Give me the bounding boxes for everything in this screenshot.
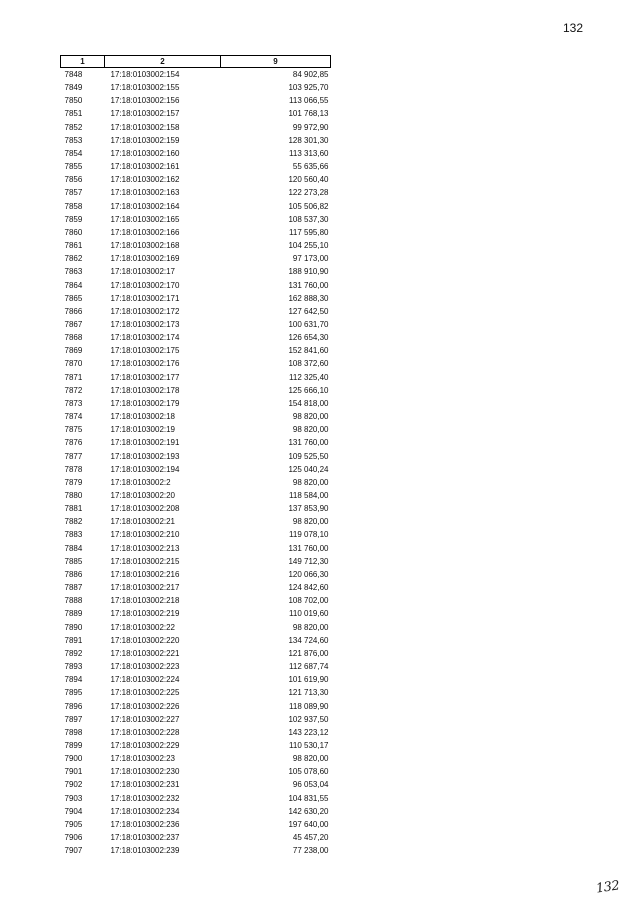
row-number: 7863: [64, 267, 83, 277]
row-number: 7875: [64, 425, 83, 435]
table-row: [61, 357, 331, 370]
cadastral-number: 17:18:0103002:174: [110, 333, 180, 343]
row-number: 7865: [64, 293, 83, 303]
table-row: [61, 634, 331, 647]
cadastral-number: 17:18:0103002:226: [110, 701, 180, 711]
row-number: 7872: [64, 385, 83, 395]
cadastral-number: 17:18:0103002:225: [110, 688, 180, 698]
cadastral-number: 17:18:0103002:164: [110, 201, 180, 211]
cadastral-number: 17:18:0103002:208: [110, 504, 180, 514]
table-row: [61, 344, 331, 357]
row-number: 7868: [64, 333, 83, 343]
table-row: [61, 778, 331, 791]
cadastral-value: 98 820,00: [292, 477, 329, 487]
cadastral-value: 142 630,20: [288, 806, 329, 816]
cadastral-value: 118 584,00: [289, 491, 329, 500]
row-number: 7892: [64, 648, 83, 658]
page-number: 132: [563, 21, 584, 35]
cadastral-value: 45 457,20: [292, 833, 329, 843]
table-row: [61, 502, 331, 515]
cadastral-value: 118 089,90: [289, 701, 329, 711]
table-row: [61, 68, 331, 82]
cadastral-value: 137 853,90: [288, 504, 329, 514]
row-number: 7907: [64, 846, 83, 856]
row-number: 7894: [64, 675, 83, 685]
cadastral-value: 125 666,10: [288, 385, 329, 395]
cadastral-value: 126 654,30: [288, 333, 329, 343]
cadastral-number: 17:18:0103002:20: [110, 491, 176, 500]
cadastral-number: 17:18:0103002:169: [110, 254, 180, 264]
row-number: 7862: [64, 254, 83, 264]
cadastral-number: 17:18:0103002:236: [110, 819, 180, 829]
cadastral-value: 104 831,55: [288, 793, 329, 803]
cadastral-number: 17:18:0103002:194: [110, 464, 180, 474]
table-row: [61, 436, 331, 449]
cadastral-number: 17:18:0103002:221: [110, 648, 180, 658]
row-number: 7856: [64, 175, 83, 185]
cadastral-number: 17:18:0103002:170: [110, 280, 180, 290]
table-row: [61, 555, 331, 568]
table-row: [61, 805, 331, 818]
cadastral-number: 17:18:0103002:160: [110, 148, 180, 158]
row-number: 7873: [64, 398, 83, 408]
row-number: 7887: [64, 583, 83, 593]
cadastral-value: 131 760,00: [288, 543, 329, 553]
row-number: 7897: [64, 714, 83, 724]
cadastral-number: 17:18:0103002:18: [110, 412, 176, 422]
cadastral-value: 55 635,66: [292, 162, 329, 172]
cadastral-number: 17:18:0103002:231: [110, 780, 180, 790]
row-number: 7878: [64, 464, 83, 474]
cadastral-number: 17:18:0103002:237: [110, 833, 180, 843]
cadastral-value: 131 760,00: [288, 280, 329, 290]
table-row: [61, 752, 331, 765]
table-row: [61, 213, 331, 226]
cadastral-number: 17:18:0103002:232: [110, 793, 180, 803]
table-row: [61, 200, 331, 213]
cadastral-number: 17:18:0103002:23: [110, 754, 176, 764]
row-number: 7854: [64, 148, 83, 158]
row-number: 7874: [64, 412, 83, 422]
table-row: [61, 107, 331, 120]
table-row: [61, 147, 331, 160]
table-row: [61, 489, 331, 502]
cadastral-number: 17:18:0103002:165: [110, 214, 180, 224]
cadastral-value: 110 530,17: [289, 740, 329, 750]
cadastral-value: 110 019,60: [289, 609, 329, 619]
cadastral-value: 104 255,10: [288, 241, 329, 251]
cadastral-value: 119 078,10: [289, 530, 329, 540]
row-number: 7906: [64, 833, 83, 843]
cadastral-value: 102 937,50: [288, 714, 329, 724]
cadastral-number: 17:18:0103002:159: [110, 135, 180, 145]
table-row: [61, 134, 331, 147]
cadastral-number: 17:18:0103002:178: [110, 385, 180, 395]
row-number: 7905: [64, 819, 83, 829]
cadastral-value: 143 223,12: [288, 727, 329, 737]
row-number: 7858: [64, 201, 83, 211]
row-number: 7857: [64, 188, 83, 198]
row-number: 7895: [64, 688, 83, 698]
cadastral-number: 17:18:0103002:21: [110, 517, 176, 527]
cadastral-value: 113 066,55: [289, 96, 329, 106]
row-number: 7866: [64, 306, 83, 316]
cadastral-value: 97 173,00: [292, 254, 329, 264]
cadastral-number: 17:18:0103002:173: [110, 319, 180, 329]
row-number: 7879: [64, 477, 83, 487]
table-row: [61, 423, 331, 436]
table-row: [61, 713, 331, 726]
cadastral-number: 17:18:0103002:230: [110, 767, 180, 777]
table-row: [61, 160, 331, 173]
table-row: [61, 305, 331, 318]
table-row: [61, 594, 331, 607]
row-number: 7876: [64, 438, 83, 448]
cadastral-value: 125 040,24: [288, 464, 329, 474]
cadastral-number: 17:18:0103002:2: [110, 477, 171, 487]
row-number: 7896: [64, 701, 83, 711]
cadastral-value: 109 525,50: [288, 451, 329, 461]
table-header: [61, 56, 331, 68]
row-number: 7851: [64, 109, 83, 119]
row-number: 7881: [64, 504, 83, 514]
cadastral-number: 17:18:0103002:171: [110, 293, 180, 303]
cadastral-value: 162 888,30: [288, 293, 329, 303]
table-row: [61, 607, 331, 620]
cadastral-value: 124 842,60: [288, 583, 329, 593]
cadastral-value: 105 078,60: [288, 767, 329, 777]
table-row: [61, 239, 331, 252]
row-number: 7888: [64, 596, 83, 606]
row-number: 7849: [64, 83, 83, 93]
table-row: [61, 292, 331, 305]
cadastral-value: 101 768,13: [288, 109, 329, 119]
row-number: 7891: [64, 635, 83, 645]
table-row: [61, 660, 331, 673]
row-number: 7864: [64, 280, 83, 290]
row-number: 7852: [64, 122, 83, 132]
cadastral-number: 17:18:0103002:154: [110, 70, 180, 79]
cadastral-number: 17:18:0103002:223: [110, 662, 180, 672]
cadastral-number: 17:18:0103002:239: [110, 846, 180, 856]
cadastral-value: 98 820,00: [292, 412, 329, 422]
table-row: [61, 686, 331, 699]
row-number: 7871: [64, 372, 83, 382]
cadastral-value: 112 325,40: [289, 372, 329, 382]
table-row: [61, 450, 331, 463]
row-number: 7860: [64, 227, 83, 237]
cadastral-number: 17:18:0103002:19: [110, 425, 176, 435]
row-number: 7902: [64, 780, 83, 790]
cadastral-value: 117 595,80: [289, 227, 329, 237]
cadastral-value: 127 642,50: [288, 306, 329, 316]
row-number: 7870: [64, 359, 83, 369]
row-number: 7882: [64, 517, 83, 527]
cadastral-value: 197 640,00: [288, 819, 329, 829]
cadastral-number: 17:18:0103002:162: [110, 175, 180, 185]
cadastral-number: 17:18:0103002:216: [110, 569, 180, 579]
cadastral-value: 98 820,00: [292, 622, 329, 632]
cadastral-value: 96 053,04: [292, 780, 329, 790]
cadastral-value: 120 560,40: [288, 175, 329, 185]
cadastral-number: 17:18:0103002:215: [110, 556, 180, 566]
row-number: 7884: [64, 543, 83, 553]
table-row: [61, 844, 331, 857]
table-row: [61, 542, 331, 555]
row-number: 7861: [64, 241, 83, 251]
row-number: 7883: [64, 530, 83, 540]
table-body: [61, 68, 331, 858]
cadastral-number: 17:18:0103002:158: [110, 122, 180, 132]
row-number: 7903: [64, 793, 83, 803]
row-number: 7885: [64, 556, 83, 566]
row-number: 7855: [64, 162, 83, 172]
cadastral-value: 98 820,00: [292, 425, 329, 435]
cadastral-value: 98 820,00: [292, 517, 329, 527]
table-row: [61, 765, 331, 778]
cadastral-number: 17:18:0103002:220: [110, 635, 180, 645]
table-row: [61, 331, 331, 344]
cadastral-number: 17:18:0103002:22: [110, 622, 176, 632]
cadastral-value: 154 818,00: [288, 398, 329, 408]
cadastral-value-table: [60, 55, 331, 857]
cadastral-number: 17:18:0103002:176: [110, 359, 180, 369]
cadastral-number: 17:18:0103002:218: [110, 596, 180, 606]
cadastral-number: 17:18:0103002:175: [110, 346, 180, 356]
table-row: [61, 568, 331, 581]
table-row: [61, 186, 331, 199]
row-number: 7867: [64, 319, 83, 329]
table-row: [61, 647, 331, 660]
cadastral-number: 17:18:0103002:219: [110, 609, 180, 619]
table-row: [61, 463, 331, 476]
row-number: 7853: [64, 135, 83, 145]
cadastral-value: 105 506,82: [288, 201, 329, 211]
cadastral-value: 112 687,74: [289, 662, 329, 672]
cadastral-value: 131 760,00: [288, 438, 329, 448]
table-row: [61, 318, 331, 331]
cadastral-value: 152 841,60: [288, 346, 329, 356]
cadastral-number: 17:18:0103002:156: [110, 96, 180, 106]
cadastral-value: 100 631,70: [288, 319, 329, 329]
cadastral-number: 17:18:0103002:177: [110, 372, 180, 382]
column-header-9: 9: [221, 56, 331, 68]
cadastral-number: 17:18:0103002:224: [110, 675, 180, 685]
table-row: [61, 673, 331, 686]
table-row: [61, 476, 331, 489]
table-row: [61, 252, 331, 265]
cadastral-value: 113 313,60: [289, 148, 329, 158]
cadastral-number: 17:18:0103002:228: [110, 727, 180, 737]
table-row: [61, 700, 331, 713]
cadastral-number: 17:18:0103002:213: [110, 543, 180, 553]
row-number: 7848: [64, 70, 83, 79]
row-number: 7890: [64, 622, 83, 632]
cadastral-value: 121 876,00: [288, 648, 329, 658]
table-row: [61, 528, 331, 541]
table-row: [61, 121, 331, 134]
table-row: [61, 581, 331, 594]
cadastral-number: 17:18:0103002:168: [110, 241, 180, 251]
cadastral-number: 17:18:0103002:17: [110, 267, 176, 277]
cadastral-value: 99 972,90: [292, 122, 329, 132]
table-row: [61, 94, 331, 107]
table-row: [61, 371, 331, 384]
row-number: 7904: [64, 806, 83, 816]
table-row: [61, 384, 331, 397]
row-number: 7893: [64, 662, 83, 672]
cadastral-value: 120 066,30: [288, 569, 329, 579]
cadastral-value: 128 301,30: [288, 135, 329, 145]
cadastral-value: 108 537,30: [288, 214, 329, 224]
cadastral-value: 98 820,00: [292, 754, 329, 764]
cadastral-value: 121 713,30: [288, 688, 329, 698]
table-row: [61, 173, 331, 186]
row-number: 7899: [64, 740, 83, 750]
row-number: 7859: [64, 214, 83, 224]
row-number: 7889: [64, 609, 83, 619]
cadastral-number: 17:18:0103002:155: [110, 83, 180, 93]
row-number: 7898: [64, 727, 83, 737]
table-row: [61, 621, 331, 634]
table-row: [61, 831, 331, 844]
table-row: [61, 792, 331, 805]
table-row: [61, 81, 331, 94]
table-row: [61, 818, 331, 831]
cadastral-value: 101 619,90: [288, 675, 329, 685]
cadastral-number: 17:18:0103002:166: [110, 227, 180, 237]
row-number: 7901: [64, 767, 83, 777]
cadastral-number: 17:18:0103002:163: [110, 188, 180, 198]
cadastral-value: 108 372,60: [288, 359, 329, 369]
column-header-2: 2: [105, 56, 221, 68]
cadastral-number: 17:18:0103002:172: [110, 306, 180, 316]
row-number: 7900: [64, 754, 83, 764]
cadastral-value: 134 724,60: [288, 635, 329, 645]
table-row: [61, 515, 331, 528]
cadastral-value: 103 925,70: [288, 83, 329, 93]
table-row: [61, 726, 331, 739]
cadastral-number: 17:18:0103002:234: [110, 806, 180, 816]
cadastral-number: 17:18:0103002:179: [110, 398, 180, 408]
table-row: [61, 410, 331, 423]
cadastral-number: 17:18:0103002:217: [110, 583, 180, 593]
row-number: 7877: [64, 451, 83, 461]
cadastral-number: 17:18:0103002:227: [110, 714, 180, 724]
table-row: [61, 739, 331, 752]
row-number: 7880: [64, 491, 83, 500]
cadastral-value: 149 712,30: [288, 556, 329, 566]
cadastral-number: 17:18:0103002:161: [110, 162, 180, 172]
table-row: [61, 226, 331, 239]
table-row: [61, 397, 331, 410]
table-row: [61, 279, 331, 292]
cadastral-number: 17:18:0103002:210: [110, 530, 180, 540]
row-number: 7850: [64, 96, 83, 106]
cadastral-number: 17:18:0103002:229: [110, 740, 180, 750]
column-header-1: 1: [61, 56, 105, 68]
cadastral-value: 188 910,90: [288, 267, 329, 277]
cadastral-value: 108 702,00: [288, 596, 329, 606]
cadastral-value: 77 238,00: [292, 846, 329, 856]
cadastral-value: 122 273,28: [288, 188, 329, 198]
handwritten-page-number: 132: [595, 878, 621, 897]
row-number: 7869: [64, 346, 83, 356]
cadastral-number: 17:18:0103002:193: [110, 451, 180, 461]
cadastral-number: 17:18:0103002:157: [110, 109, 180, 119]
cadastral-value: 84 902,85: [292, 70, 329, 79]
row-number: 7886: [64, 569, 83, 579]
table-row: [61, 265, 331, 278]
cadastral-number: 17:18:0103002:191: [110, 438, 180, 448]
